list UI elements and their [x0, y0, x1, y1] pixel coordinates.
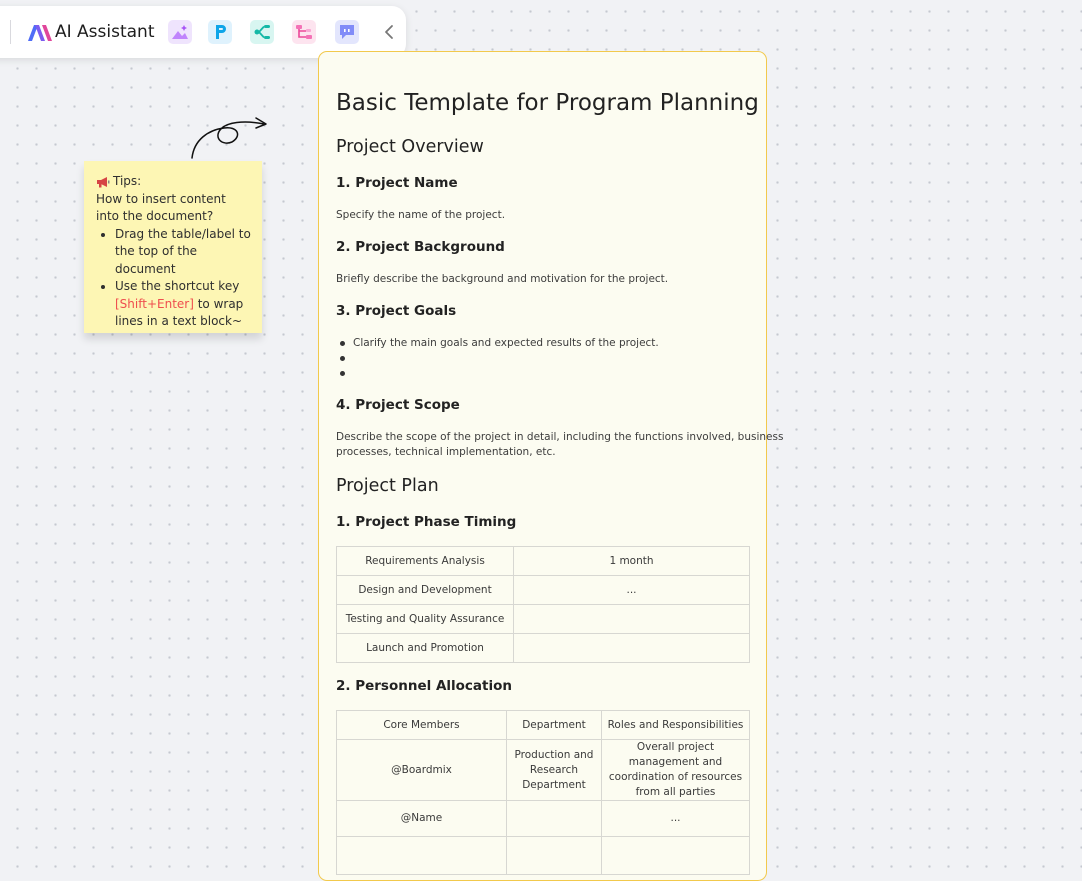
program-planning-document[interactable]: [318, 51, 784, 881]
ai-mindmap-button[interactable]: [250, 20, 274, 44]
ai-chat-button[interactable]: [335, 20, 359, 44]
ai-image-button[interactable]: [168, 20, 192, 44]
ai-assistant-title[interactable]: AI Assistant: [55, 22, 155, 42]
tips-item: [115, 278, 252, 331]
table-row: [337, 605, 750, 634]
table-cell[interactable]: [602, 837, 750, 875]
personnel-allocation-table[interactable]: [336, 710, 750, 875]
table-cell[interactable]: Testing and Quality Assurance: [337, 605, 514, 634]
section-heading-overview[interactable]: Project Overview: [336, 137, 484, 157]
table-cell[interactable]: Production and Research Department: [507, 740, 602, 801]
bullet-dot: [340, 341, 345, 346]
table-cell[interactable]: [507, 837, 602, 875]
table-row: [337, 801, 750, 837]
bullet-dot: [340, 356, 345, 361]
table-header-cell[interactable]: Department: [507, 711, 602, 740]
hand-drawn-arrow[interactable]: [186, 112, 270, 162]
tips-list: [96, 226, 252, 331]
heading-project-background[interactable]: 2. Project Background: [336, 239, 505, 255]
heading-project-goals[interactable]: 3. Project Goals: [336, 303, 457, 319]
table-header-cell[interactable]: Roles and Responsibilities: [602, 711, 750, 740]
megaphone-icon: [96, 176, 110, 188]
tips-item-text: Use the shortcut key: [115, 279, 240, 293]
tips-header: [96, 173, 252, 191]
document-title[interactable]: Basic Template for Program Planning: [336, 90, 759, 116]
table-cell[interactable]: [514, 605, 750, 634]
project-scope-text-line[interactable]: Describe the scope of the project in detail, including the functions involved, business: [336, 431, 784, 443]
table-cell[interactable]: [507, 801, 602, 837]
table-row: [337, 547, 750, 576]
table-cell[interactable]: ...: [514, 576, 750, 605]
heading-phase-timing[interactable]: 1. Project Phase Timing: [336, 514, 517, 530]
table-row: [337, 837, 750, 875]
project-name-text[interactable]: Specify the name of the project.: [336, 209, 506, 221]
project-background-text[interactable]: Briefly describe the background and motivation for the project.: [336, 273, 669, 285]
tips-item-text: to wrap lines in a text block~: [115, 296, 244, 328]
ai-assistant-logo-icon: [28, 25, 52, 41]
table-header-row: [337, 711, 750, 740]
collapse-toolbar-button[interactable]: [380, 22, 398, 42]
tips-item: • Drag the table/label to the top of the document: [115, 226, 252, 279]
table-cell[interactable]: Requirements Analysis: [337, 547, 514, 576]
ai-flowchart-button[interactable]: [292, 20, 316, 44]
project-scope-text-line[interactable]: processes, technical implementation, etc.: [336, 446, 556, 458]
table-cell[interactable]: 1 month: [514, 547, 750, 576]
heading-personnel-allocation[interactable]: 2. Personnel Allocation: [336, 678, 513, 694]
table-cell[interactable]: Design and Development: [337, 576, 514, 605]
table-cell[interactable]: ...: [602, 801, 750, 837]
goals-bullet-item[interactable]: Clarify the main goals and expected results of the project.: [353, 337, 659, 349]
table-row: [337, 740, 750, 801]
presentation-icon: [210, 22, 230, 42]
ai-image-icon: [170, 22, 190, 42]
ai-presentation-button[interactable]: [208, 20, 232, 44]
tips-sticky-note[interactable]: [84, 161, 262, 333]
table-cell[interactable]: [514, 634, 750, 663]
table-cell[interactable]: Overall project management and coordination of resources from all parties: [602, 740, 750, 801]
table-cell[interactable]: @Name: [337, 801, 507, 837]
phase-timing-table[interactable]: [336, 546, 750, 663]
table-cell[interactable]: @Boardmix: [337, 740, 507, 801]
tips-heading: Tips:: [113, 174, 142, 188]
flowchart-icon: [294, 22, 314, 42]
table-row: [337, 576, 750, 605]
shortcut-key: [Shift+Enter]: [115, 296, 194, 311]
chat-icon: [337, 22, 357, 42]
heading-project-name[interactable]: 1. Project Name: [336, 175, 458, 191]
table-row: [337, 634, 750, 663]
table-cell[interactable]: Launch and Promotion: [337, 634, 514, 663]
toolbar-divider: [10, 20, 11, 44]
tips-question: How to insert content into the document?: [96, 191, 226, 223]
bullet-dot: [340, 371, 345, 376]
table-cell[interactable]: [337, 837, 507, 875]
section-heading-plan[interactable]: Project Plan: [336, 476, 439, 496]
chevron-left-icon: [384, 24, 394, 40]
table-header-cell[interactable]: Core Members: [337, 711, 507, 740]
mindmap-icon: [252, 22, 272, 42]
heading-project-scope[interactable]: 4. Project Scope: [336, 397, 460, 413]
